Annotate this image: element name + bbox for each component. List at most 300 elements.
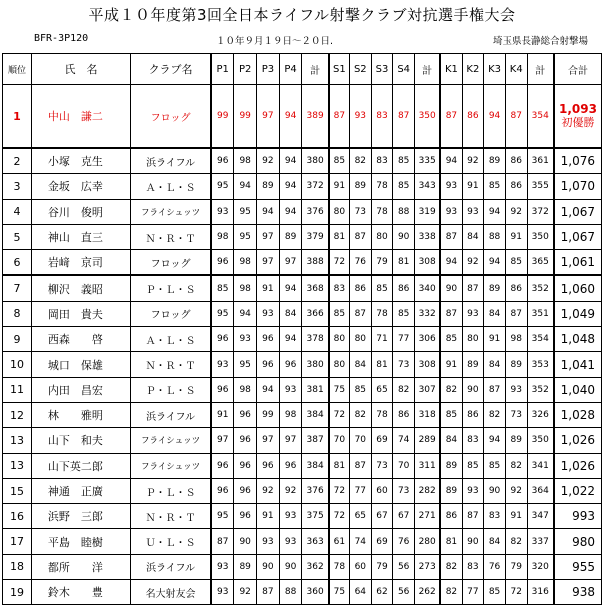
header-row (3, 54, 602, 85)
k-total-cell: 372 (527, 199, 554, 224)
table-row (3, 224, 602, 249)
p1-cell: 95 (211, 174, 234, 199)
table-row (3, 174, 602, 199)
k1-cell: 91 (440, 352, 462, 377)
p2-cell: 98 (234, 275, 257, 301)
name-cell: 林 雅明 (31, 402, 130, 427)
header-k4: K4 (505, 54, 527, 85)
s2-cell: 65 (349, 504, 371, 529)
name-cell: 柳沢 義昭 (31, 275, 130, 301)
s4-cell: 81 (393, 250, 415, 276)
s-total-cell: 332 (415, 301, 441, 326)
k3-cell: 82 (484, 402, 506, 427)
table-row (3, 504, 602, 529)
header-rank: 順位 (3, 54, 32, 85)
s-total-cell: 335 (415, 148, 441, 174)
p2-cell: 90 (234, 529, 257, 554)
k-total-cell: 320 (527, 554, 554, 579)
k1-cell: 94 (440, 148, 462, 174)
s1-cell: 72 (329, 402, 350, 427)
p2-cell: 96 (234, 478, 257, 503)
k2-cell: 77 (462, 580, 484, 605)
table-row (3, 580, 602, 605)
header-s1: S1 (329, 54, 350, 85)
header-k2: K2 (462, 54, 484, 85)
p3-cell: 94 (257, 377, 280, 402)
rank-cell: 8 (3, 301, 32, 326)
grand-total-cell: 1,048 (554, 327, 602, 352)
name-cell: 岩﨑 京司 (31, 250, 130, 276)
k4-cell: 87 (505, 301, 527, 326)
p1-cell: 96 (211, 250, 234, 276)
k3-cell: 85 (484, 453, 506, 478)
grand-total-cell: 1,049 (554, 301, 602, 326)
k3-cell: 85 (484, 174, 506, 199)
k1-cell: 86 (440, 504, 462, 529)
s4-cell: 67 (393, 504, 415, 529)
k4-cell: 86 (505, 174, 527, 199)
p2-cell: 96 (234, 504, 257, 529)
p1-cell: 96 (211, 377, 234, 402)
p4-cell: 96 (279, 352, 302, 377)
p2-cell: 94 (234, 174, 257, 199)
k1-cell: 93 (440, 174, 462, 199)
s4-cell: 86 (393, 275, 415, 301)
rank-cell: 3 (3, 174, 32, 199)
name-cell: 鈴木 豊 (31, 580, 130, 605)
grand-total-cell: 955 (554, 554, 602, 579)
header-s4: S4 (393, 54, 415, 85)
p2-cell: 89 (234, 554, 257, 579)
s-total-cell: 308 (415, 352, 441, 377)
name-cell: 山下 和夫 (31, 428, 130, 453)
p1-cell: 93 (211, 580, 234, 605)
club-cell: フライシュッツ (131, 428, 212, 453)
grand-total-cell: 1,060 (554, 275, 602, 301)
s-total-cell: 319 (415, 199, 441, 224)
k4-cell: 89 (505, 428, 527, 453)
s3-cell: 78 (371, 199, 393, 224)
k4-cell: 85 (505, 250, 527, 276)
header-p2: P2 (234, 54, 257, 85)
table-row (3, 478, 602, 503)
s-total-cell: 340 (415, 275, 441, 301)
s1-cell: 80 (329, 352, 350, 377)
k2-cell: 87 (462, 275, 484, 301)
p4-cell: 96 (279, 453, 302, 478)
name-cell: 谷川 俊明 (31, 199, 130, 224)
k4-cell: 92 (505, 199, 527, 224)
club-cell: 名大射友会 (131, 580, 212, 605)
p-total-cell: 388 (302, 250, 329, 276)
p1-cell: 91 (211, 402, 234, 427)
p1-cell: 95 (211, 504, 234, 529)
table-row (3, 199, 602, 224)
s1-cell: 72 (329, 504, 350, 529)
table-row (3, 428, 602, 453)
grand-total-cell: 1,070 (554, 174, 602, 199)
s-total-cell: 271 (415, 504, 441, 529)
rank-cell: 17 (3, 529, 32, 554)
s3-cell: 83 (371, 85, 393, 149)
s4-cell: 86 (393, 402, 415, 427)
p2-cell: 96 (234, 428, 257, 453)
s4-cell: 74 (393, 428, 415, 453)
grand-total-cell: 1,061 (554, 250, 602, 276)
p2-cell: 95 (234, 224, 257, 249)
k-total-cell: 316 (527, 580, 554, 605)
k2-cell: 84 (462, 224, 484, 249)
p-total-cell: 384 (302, 453, 329, 478)
s1-cell: 75 (329, 580, 350, 605)
club-cell: フロッグ (131, 301, 212, 326)
k3-cell: 94 (484, 199, 506, 224)
k4-cell: 93 (505, 377, 527, 402)
p2-cell: 92 (234, 580, 257, 605)
header-p4: P4 (279, 54, 302, 85)
header-name: 氏 名 (31, 54, 130, 85)
s1-cell: 80 (329, 199, 350, 224)
k2-cell: 92 (462, 148, 484, 174)
header-k-total: 計 (527, 54, 554, 85)
p3-cell: 96 (257, 453, 280, 478)
p-total-cell: 381 (302, 377, 329, 402)
p4-cell: 94 (279, 199, 302, 224)
k4-cell: 86 (505, 148, 527, 174)
k3-cell: 94 (484, 85, 506, 149)
k2-cell: 85 (462, 453, 484, 478)
s-total-cell: 306 (415, 327, 441, 352)
grand-total-cell: 1,028 (554, 402, 602, 427)
grand-total-cell: 1,026 (554, 428, 602, 453)
s4-cell: 73 (393, 352, 415, 377)
s-total-cell: 338 (415, 224, 441, 249)
s2-cell: 60 (349, 554, 371, 579)
p4-cell: 93 (279, 377, 302, 402)
club-cell: Ｎ・Ｒ・Ｔ (131, 224, 212, 249)
header-p3: P3 (257, 54, 280, 85)
s1-cell: 72 (329, 478, 350, 503)
p1-cell: 97 (211, 428, 234, 453)
p-total-cell: 360 (302, 580, 329, 605)
k-total-cell: 364 (527, 478, 554, 503)
event-code: BFR-3P120 (34, 33, 89, 44)
k-total-cell: 337 (527, 529, 554, 554)
k1-cell: 93 (440, 199, 462, 224)
name-cell: 山下英二郎 (31, 453, 130, 478)
s2-cell: 76 (349, 250, 371, 276)
rank-cell: 9 (3, 327, 32, 352)
table-row (3, 377, 602, 402)
grand-total-cell: 1,076 (554, 148, 602, 174)
name-cell: 金坂 広幸 (31, 174, 130, 199)
winner-row (3, 85, 602, 149)
header-grand-total: 合計 (554, 54, 602, 85)
s2-cell: 89 (349, 174, 371, 199)
p-total-cell: 389 (302, 85, 329, 149)
k3-cell: 89 (484, 148, 506, 174)
p-total-cell: 366 (302, 301, 329, 326)
k1-cell: 85 (440, 402, 462, 427)
k1-cell: 87 (440, 301, 462, 326)
k1-cell: 81 (440, 529, 462, 554)
p1-cell: 99 (211, 85, 234, 149)
table-row (3, 352, 602, 377)
p3-cell: 94 (257, 199, 280, 224)
p1-cell: 95 (211, 301, 234, 326)
p1-cell: 87 (211, 529, 234, 554)
p4-cell: 94 (279, 327, 302, 352)
k4-cell: 87 (505, 85, 527, 149)
s4-cell: 77 (393, 327, 415, 352)
p4-cell: 94 (279, 148, 302, 174)
k1-cell: 82 (440, 377, 462, 402)
s2-cell: 73 (349, 199, 371, 224)
s3-cell: 69 (371, 428, 393, 453)
k-total-cell: 326 (527, 402, 554, 427)
s1-cell: 78 (329, 554, 350, 579)
k3-cell: 84 (484, 301, 506, 326)
p1-cell: 93 (211, 352, 234, 377)
p4-cell: 98 (279, 402, 302, 427)
k2-cell: 91 (462, 174, 484, 199)
p4-cell: 97 (279, 428, 302, 453)
name-cell: 神通 正廣 (31, 478, 130, 503)
k2-cell: 86 (462, 402, 484, 427)
k4-cell: 72 (505, 580, 527, 605)
event-venue: 埼玉県長瀞総合射撃場 (492, 36, 588, 47)
p2-cell: 99 (234, 85, 257, 149)
s3-cell: 78 (371, 174, 393, 199)
k-total-cell: 350 (527, 428, 554, 453)
p2-cell: 96 (234, 402, 257, 427)
k2-cell: 80 (462, 327, 484, 352)
s3-cell: 79 (371, 554, 393, 579)
s1-cell: 75 (329, 377, 350, 402)
s2-cell: 80 (349, 327, 371, 352)
p4-cell: 89 (279, 224, 302, 249)
k3-cell: 87 (484, 377, 506, 402)
rank-cell: 19 (3, 580, 32, 605)
p3-cell: 96 (257, 352, 280, 377)
name-cell: 都所 洋 (31, 554, 130, 579)
k4-cell: 91 (505, 224, 527, 249)
p3-cell: 93 (257, 301, 280, 326)
table-row (3, 554, 602, 579)
club-cell: フロッグ (131, 250, 212, 276)
k2-cell: 83 (462, 554, 484, 579)
s3-cell: 80 (371, 224, 393, 249)
name-cell: 浜野 三郎 (31, 504, 130, 529)
p1-cell: 98 (211, 224, 234, 249)
k-total-cell: 352 (527, 377, 554, 402)
table-row (3, 250, 602, 276)
s1-cell: 91 (329, 174, 350, 199)
s2-cell: 64 (349, 580, 371, 605)
header-s2: S2 (349, 54, 371, 85)
k4-cell: 91 (505, 504, 527, 529)
p-total-cell: 379 (302, 224, 329, 249)
club-cell: 浜ライフル (131, 402, 212, 427)
s3-cell: 81 (371, 352, 393, 377)
s4-cell: 56 (393, 554, 415, 579)
p-total-cell: 376 (302, 478, 329, 503)
k-total-cell: 361 (527, 148, 554, 174)
k2-cell: 89 (462, 352, 484, 377)
rank-cell: 5 (3, 224, 32, 249)
k4-cell: 79 (505, 554, 527, 579)
p4-cell: 92 (279, 478, 302, 503)
s2-cell: 87 (349, 301, 371, 326)
s2-cell: 74 (349, 529, 371, 554)
s1-cell: 70 (329, 428, 350, 453)
name-cell: 平島 睦樹 (31, 529, 130, 554)
rank-cell: 1 (3, 85, 32, 149)
s3-cell: 85 (371, 275, 393, 301)
k1-cell: 89 (440, 478, 462, 503)
grand-total-cell: 1,026 (554, 453, 602, 478)
s1-cell: 61 (329, 529, 350, 554)
p1-cell: 93 (211, 199, 234, 224)
rank-cell: 7 (3, 275, 32, 301)
k3-cell: 91 (484, 327, 506, 352)
k4-cell: 86 (505, 275, 527, 301)
header-club: クラブ名 (131, 54, 212, 85)
p2-cell: 98 (234, 377, 257, 402)
p3-cell: 96 (257, 327, 280, 352)
k1-cell: 87 (440, 85, 462, 149)
k2-cell: 87 (462, 504, 484, 529)
k1-cell: 90 (440, 275, 462, 301)
grand-total-cell: 1,040 (554, 377, 602, 402)
rank-cell: 2 (3, 148, 32, 174)
p2-cell: 96 (234, 453, 257, 478)
p-total-cell: 372 (302, 174, 329, 199)
p1-cell: 96 (211, 327, 234, 352)
p3-cell: 89 (257, 174, 280, 199)
table-row (3, 148, 602, 174)
s1-cell: 85 (329, 148, 350, 174)
rank-cell: 13 (3, 453, 32, 478)
s4-cell: 76 (393, 529, 415, 554)
s4-cell: 73 (393, 478, 415, 503)
k3-cell: 84 (484, 529, 506, 554)
s2-cell: 87 (349, 453, 371, 478)
s4-cell: 85 (393, 174, 415, 199)
header-k1: K1 (440, 54, 462, 85)
club-cell: Ｎ・Ｒ・Ｔ (131, 504, 212, 529)
k4-cell: 98 (505, 327, 527, 352)
s-total-cell: 280 (415, 529, 441, 554)
p4-cell: 88 (279, 580, 302, 605)
rank-cell: 4 (3, 199, 32, 224)
s-total-cell: 289 (415, 428, 441, 453)
k-total-cell: 352 (527, 275, 554, 301)
s4-cell: 82 (393, 377, 415, 402)
p1-cell: 93 (211, 554, 234, 579)
p-total-cell: 363 (302, 529, 329, 554)
event-date: １０年９月１９日～２０日. (216, 36, 334, 47)
k-total-cell: 355 (527, 174, 554, 199)
k-total-cell: 354 (527, 85, 554, 149)
s3-cell: 67 (371, 504, 393, 529)
club-cell: 浜ライフル (131, 148, 212, 174)
k4-cell: 82 (505, 529, 527, 554)
k-total-cell: 341 (527, 453, 554, 478)
k2-cell: 93 (462, 199, 484, 224)
s-total-cell: 318 (415, 402, 441, 427)
results-table (2, 53, 602, 605)
s3-cell: 78 (371, 402, 393, 427)
k1-cell: 94 (440, 250, 462, 276)
k2-cell: 90 (462, 377, 484, 402)
club-cell: Ｐ・Ｌ・Ｓ (131, 478, 212, 503)
p4-cell: 90 (279, 554, 302, 579)
club-cell: Ｎ・Ｒ・Ｔ (131, 352, 212, 377)
rank-cell: 15 (3, 478, 32, 503)
s3-cell: 83 (371, 148, 393, 174)
p2-cell: 98 (234, 148, 257, 174)
rank-cell: 18 (3, 554, 32, 579)
p4-cell: 84 (279, 301, 302, 326)
k3-cell: 76 (484, 554, 506, 579)
k-total-cell: 347 (527, 504, 554, 529)
p4-cell: 97 (279, 250, 302, 276)
p-total-cell: 380 (302, 148, 329, 174)
p4-cell: 94 (279, 275, 302, 301)
table-row (3, 529, 602, 554)
p-total-cell: 362 (302, 554, 329, 579)
s3-cell: 65 (371, 377, 393, 402)
k-total-cell: 353 (527, 352, 554, 377)
name-cell: 小塚 克生 (31, 148, 130, 174)
k3-cell: 90 (484, 478, 506, 503)
p3-cell: 97 (257, 250, 280, 276)
s3-cell: 69 (371, 529, 393, 554)
s4-cell: 90 (393, 224, 415, 249)
k3-cell: 94 (484, 428, 506, 453)
k1-cell: 87 (440, 224, 462, 249)
k1-cell: 84 (440, 428, 462, 453)
name-cell: 岡田 貴夫 (31, 301, 130, 326)
k-total-cell: 365 (527, 250, 554, 276)
table-row (3, 402, 602, 427)
header-k3: K3 (484, 54, 506, 85)
p1-cell: 85 (211, 275, 234, 301)
p-total-cell: 376 (302, 199, 329, 224)
k3-cell: 85 (484, 580, 506, 605)
club-cell: 浜ライフル (131, 554, 212, 579)
p4-cell: 94 (279, 174, 302, 199)
grand-total-cell: 980 (554, 529, 602, 554)
p2-cell: 95 (234, 199, 257, 224)
s-total-cell: 262 (415, 580, 441, 605)
s3-cell: 73 (371, 453, 393, 478)
p1-cell: 96 (211, 453, 234, 478)
p2-cell: 98 (234, 250, 257, 276)
p3-cell: 93 (257, 529, 280, 554)
grand-total-cell: 1,067 (554, 199, 602, 224)
table-row (3, 453, 602, 478)
s2-cell: 77 (349, 478, 371, 503)
s4-cell: 85 (393, 301, 415, 326)
s1-cell: 80 (329, 327, 350, 352)
rank-cell: 10 (3, 352, 32, 377)
p3-cell: 87 (257, 580, 280, 605)
p3-cell: 97 (257, 85, 280, 149)
k2-cell: 93 (462, 301, 484, 326)
s1-cell: 83 (329, 275, 350, 301)
